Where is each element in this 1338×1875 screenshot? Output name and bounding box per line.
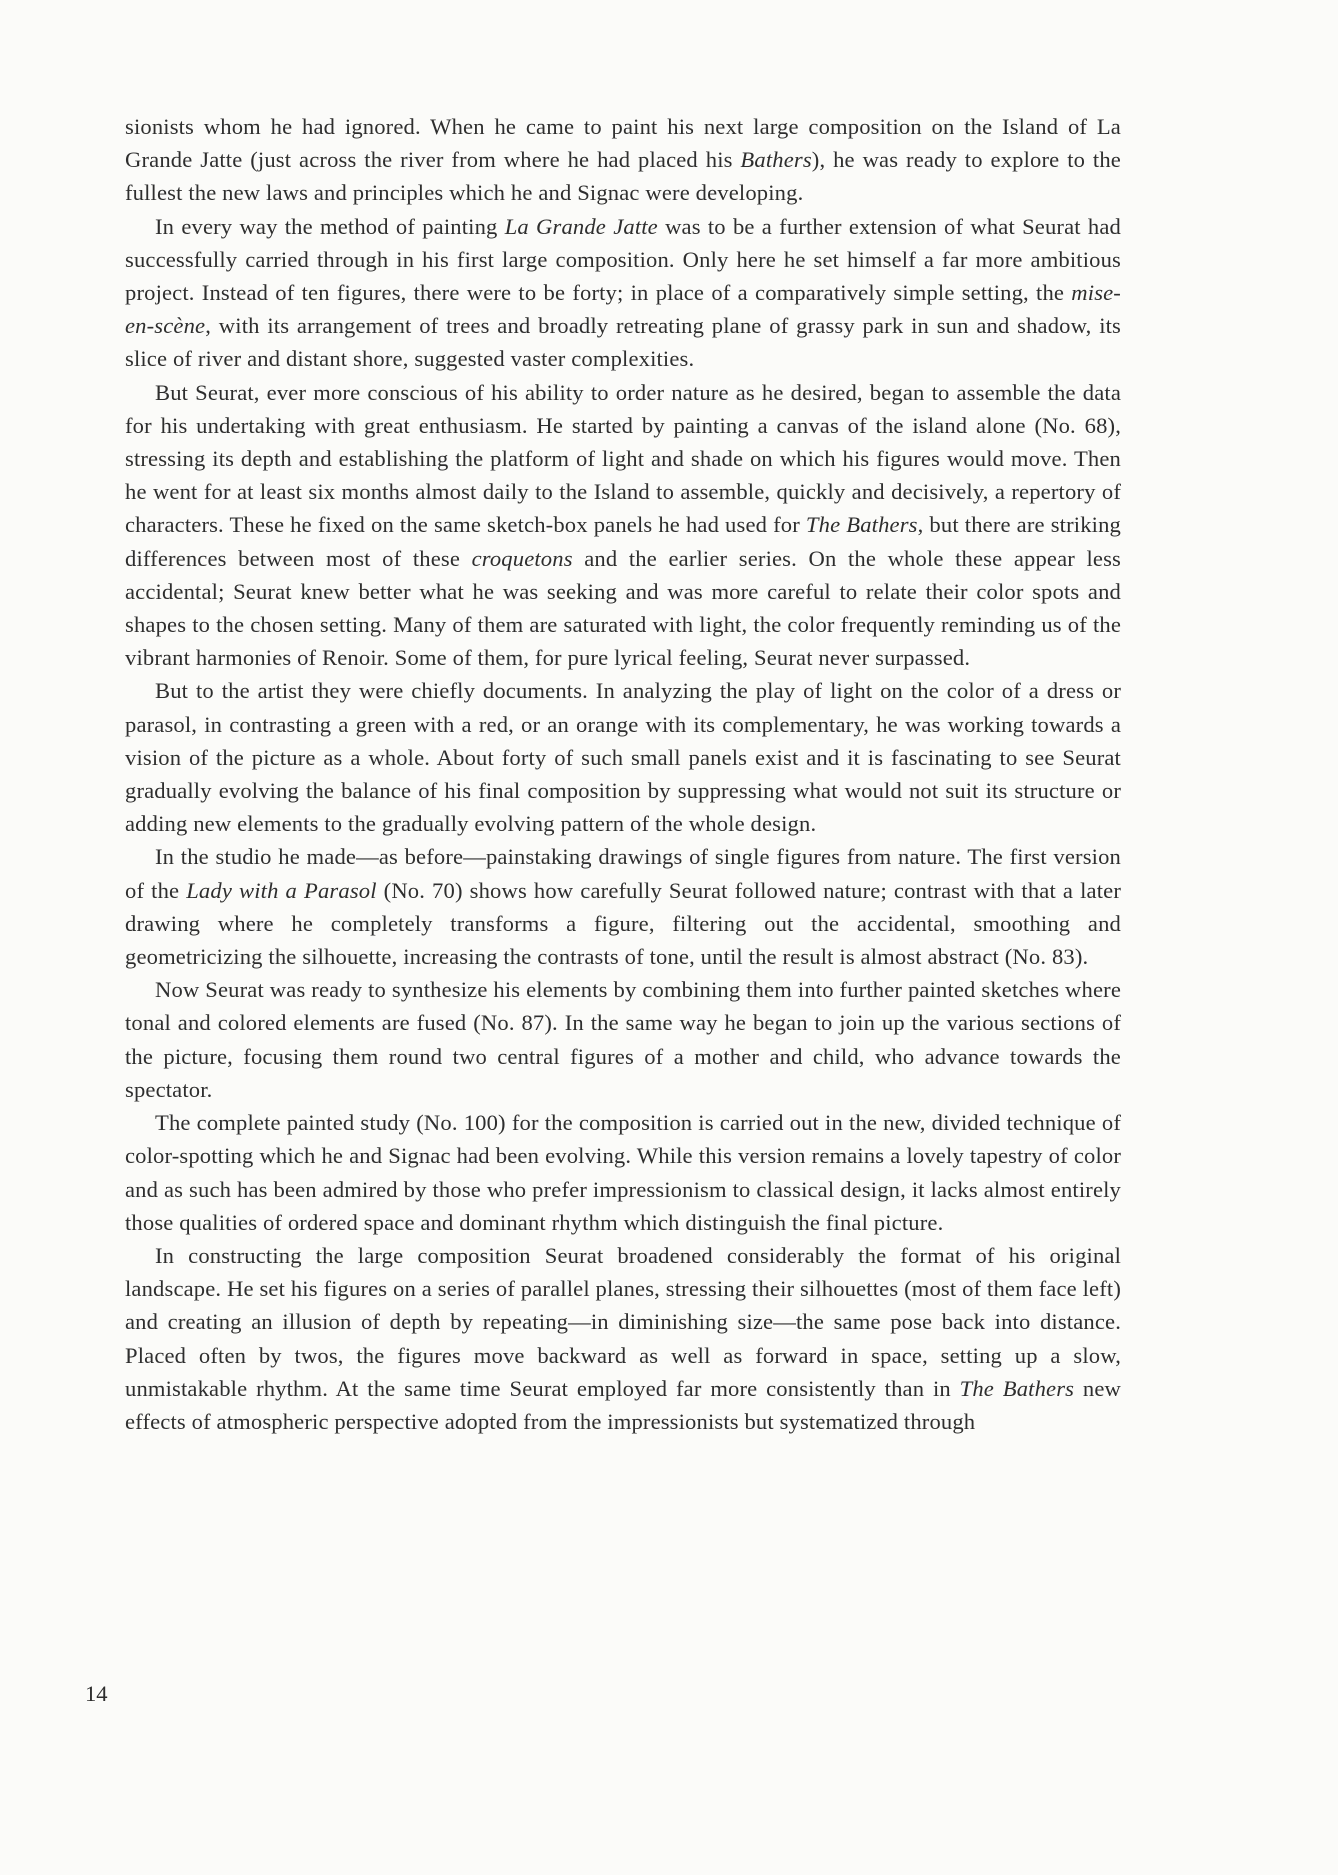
text-run: The complete painted study (No. 100) for the composition is carried out in the new, divided technique of color-spotting which he and Signac had been evolving. While this version remains a lovely tapestry of color and as such has been admired by those who prefer impressionism to classical design, it lacks almost entirely those qualities of ordered space and dominant rhythm which distinguish the final picture. — [125, 1110, 1121, 1235]
paragraph — [125, 1106, 1121, 1239]
paragraph — [125, 210, 1121, 376]
text-run: In constructing the large composition Seurat broadened considerably the format of his original landscape. He set his figures on a series of parallel planes, stressing their silhouettes (most of them face left) and creating an illusion of depth by repeating—in diminishing size—the same pose back into distance. Placed often by twos, the figures move backward as well as forward in space, setting up a slow, unmistakable rhythm. At the same time Seurat employed far more consistently than in — [125, 1242, 1121, 1401]
italic-title: The Bathers — [805, 512, 918, 538]
text-run: In the studio he made—as before—painstaking drawings of single figures from nature. The first version of the — [125, 844, 1121, 903]
text-run: ), he was ready to explore to the fullest the new laws and principles which he and Signac were developing. — [125, 147, 1121, 206]
italic-title: mise-en-scène — [125, 280, 1121, 339]
paragraph — [125, 674, 1121, 840]
text-run: Now Seurat was ready to synthesize his elements by combining them into further painted sketches where tonal and colored elements are fused (No. 87). In the same way he began to join up the various sections of the picture, focusing them round two central figures of a mother and child, who advance towards the spectator. — [125, 977, 1121, 1102]
italic-title: La Grande Jatte — [504, 213, 658, 239]
italic-title: Bathers — [740, 147, 812, 173]
text-run: was to be a further extension of what Seurat had successfully carried through in his first large composition. Only here he set himself a far more ambitious project. Instead of ten figures, there were to be forty; in place of a comparatively simple setting, the — [125, 213, 1121, 306]
text-run: , with its arrangement of trees and broadly retreating plane of grassy park in sun and shadow, its slice of river and distant shore, suggested vaster complexities. — [125, 313, 1121, 372]
text-run: But Seurat, ever more conscious of his ability to order nature as he desired, began to assemble the data for his undertaking with great enthusiasm. He started by painting a canvas of the island alone (No. 68), stressing its depth and establishing the platform of light and shade on which his figures would move. Then he went for at least six months almost daily to the Island to assemble, quickly and decisively, a repertory of characters. These he fixed on the same sketch-box panels he had used for — [125, 379, 1121, 538]
text-run: , but there are striking differences between most of these — [125, 512, 1121, 571]
text-run: new effects of atmospheric perspective adopted from the impressionists but systematized through — [125, 1375, 1122, 1434]
paragraph — [125, 376, 1121, 675]
page-number: 14 — [85, 1681, 108, 1706]
text-run: and the earlier series. On the whole these appear less accidental; Seurat knew better what he was seeking and was more careful to relate their color spots and shapes to the chosen setting. Many of them are saturated with light, the color frequently reminding us of the vibrant harmonies of Renoir. Some of them, for pure lyrical feeling, Seurat never surpassed. — [125, 545, 1121, 671]
text-run: But to the artist they were chiefly documents. In analyzing the play of light on the color of a dress or parasol, in contrasting a green with a red, or an orange with its complementary, he was working towards a vision of the picture as a whole. About forty of such small panels exist and it is fascinating to see Seurat gradually evolving the balance of his final composition by suppressing what would not suit its structure or adding new elements to the gradually evolving pattern of the whole design. — [125, 678, 1121, 837]
text-run: sionists whom he had ignored. When he came to paint his next large composition on the Island of La Grande Jatte (just across the river from where he had placed his — [125, 114, 1121, 173]
italic-title: croquetons — [471, 545, 573, 571]
paragraph — [125, 110, 1121, 210]
paragraph — [125, 1239, 1121, 1438]
italic-title: Lady with a Parasol — [186, 877, 377, 903]
paragraph — [125, 973, 1121, 1106]
text-run: (No. 70) shows how carefully Seurat followed nature; contrast with that a later drawing where he completely transforms a figure, filtering out the accidental, smoothing and geometricizing the silhouette, increasing the contrasts of tone, until the result is almost abstract (No. 83). — [125, 877, 1121, 970]
paragraph — [125, 840, 1121, 973]
text-run: In every way the method of painting — [155, 213, 505, 239]
italic-title: The Bathers — [959, 1375, 1075, 1401]
body-text — [125, 110, 1121, 1438]
